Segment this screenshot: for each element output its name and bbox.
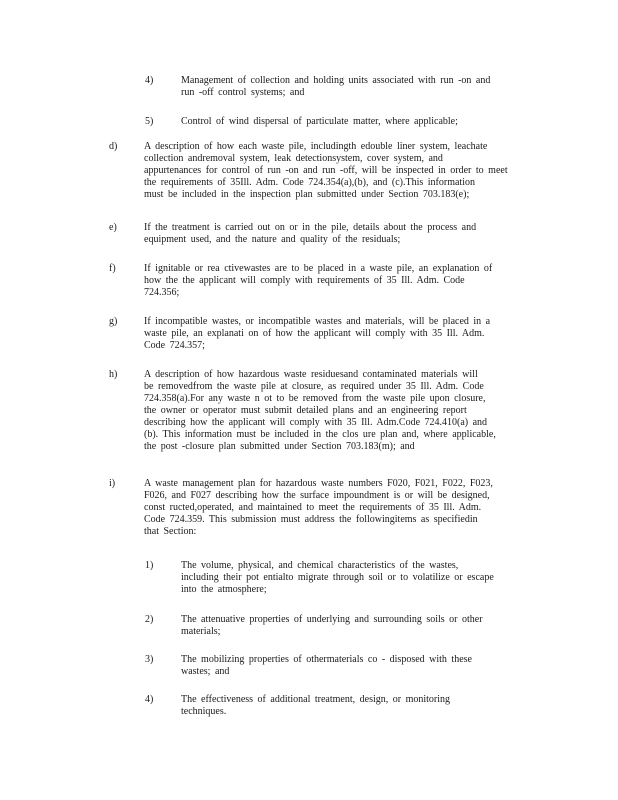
item-label: h) (109, 369, 118, 380)
sub-item-label: 4) (145, 694, 154, 705)
sub-item-text: The volume, physical, and chemical characteristics of the wastes, including their pot entialto migrate through soil or to volatilize or escape into the atmosphere; (181, 560, 494, 595)
item-label: 5) (145, 116, 154, 127)
sub-item-label: 2) (145, 614, 154, 625)
item-text: Control of wind dispersal of particulate matter, where applicable; (181, 116, 458, 127)
sub-item-text: The effectiveness of additional treatment, design, or monitoring techniques. (181, 694, 451, 717)
item-label: g) (109, 316, 118, 327)
list-item-5 (145, 116, 531, 128)
list-item-f (109, 263, 544, 299)
sub-item-1 (145, 560, 531, 596)
list-item-h (109, 369, 544, 453)
item-text: A waste management plan for hazardous waste numbers F020, F021, F022, F023, F026, and F027 describing how the surface impoundment is or will be designed, const ructed,operated, and maintained to meet the requirements of 35 Ill. Adm. Code 724.359. This submission must address the followingitems as specifiedin that Section: (144, 478, 493, 537)
item-label: d) (109, 141, 118, 152)
item-text: If ignitable or rea ctivewastes are to be placed in a waste pile, an explanation of how the the applicant will comply with requirements of 35 Ill. Adm. Code 724.356; (144, 263, 493, 298)
item-label: e) (109, 222, 117, 233)
sub-item-4 (145, 694, 531, 718)
item-label: 4) (145, 75, 154, 86)
sub-item-text: The attenuative properties of underlying and surrounding soils or other materials; (181, 614, 483, 637)
list-item-g (109, 316, 544, 352)
item-text: If incompatible wastes, or incompatible wastes and materials, will be placed in a waste pile, an explanati on of how the applicant will comply with 35 Ill. Adm. Code 724.357; (144, 316, 491, 351)
list-item-e (109, 222, 544, 246)
sub-item-label: 3) (145, 654, 154, 665)
item-text: If the treatment is carried out on or in the pile, details about the process and equipment used, and the nature and quality of the residuals; (144, 222, 477, 245)
list-item-i (109, 478, 544, 538)
sub-item-3 (145, 654, 531, 678)
item-label: f) (109, 263, 116, 274)
sub-item-2 (145, 614, 531, 638)
item-text: Management of collection and holding units associated with run -on and run -off control systems; and (181, 75, 491, 98)
list-item-d (109, 141, 544, 201)
item-text: A description of how hazardous waste residuesand contaminated materials will be removedfrom the waste pile at closure, as required under 35 Ill. Adm. Code 724.358(a).For any waste n ot to be removed from the waste pile upon closure, the owner or operator must submit detailed plans and an engineering report describing how the applicant will comply with 35 Ill. Adm.Code 724.410(a) and (b). This information must be included in the clos ure plan and, where applicable, the post -closure plan submitted under Section 703.183(m); and (144, 369, 496, 452)
list-item-4 (145, 75, 531, 99)
sub-item-label: 1) (145, 560, 154, 571)
item-text: A description of how each waste pile, includingth edouble liner system, leachate collection andremoval system, leak detectionsystem, cover system, and appurtenances for control of run -on and run -off, will be inspected in order to meet the requirements of 35Ill. Adm. Code 724.354(a),(b), and (c).This information must be included in the inspection plan submitted under Section 703.183(e); (144, 141, 508, 200)
sub-item-text: The mobilizing properties of othermaterials co - disposed with these wastes; and (181, 654, 472, 677)
item-label: i) (109, 478, 116, 489)
